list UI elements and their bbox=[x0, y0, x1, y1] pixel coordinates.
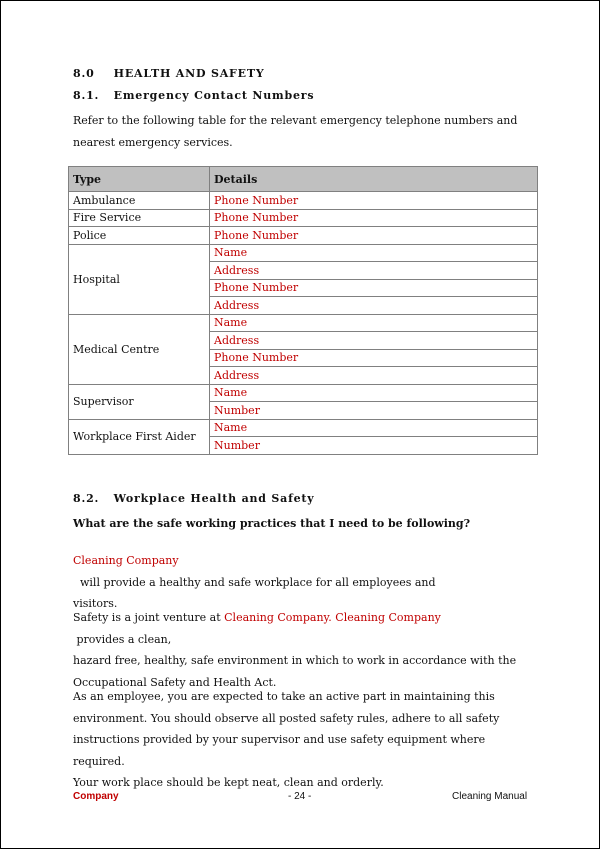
text-span: Occupational Safety and Health Act. bbox=[73, 675, 277, 689]
type-cell: Hospital bbox=[69, 244, 210, 314]
details-cell: Phone Number bbox=[210, 349, 538, 367]
type-cell: Supervisor bbox=[69, 384, 210, 419]
type-cell: Workplace First Aider bbox=[69, 419, 210, 454]
subsection-number: 8.2. bbox=[73, 492, 100, 505]
table-row bbox=[69, 192, 538, 210]
details-cell: Address bbox=[210, 332, 538, 350]
details-cell: Name bbox=[210, 244, 538, 262]
type-cell: Fire Service bbox=[69, 209, 210, 227]
intro-paragraph: Refer to the following table for the relevant emergency telephone numbers and nearest emergency services. bbox=[73, 114, 518, 149]
footer-manual-title: Cleaning Manual bbox=[452, 791, 528, 802]
subsection-title: Emergency Contact Numbers bbox=[113, 89, 315, 102]
company-name: Cleaning Company bbox=[73, 554, 179, 567]
header-type: Type bbox=[69, 167, 210, 192]
details-cell: Address bbox=[210, 262, 538, 280]
text-span: As an employee, you are expected to take an active part in maintaining this bbox=[73, 690, 495, 703]
paragraph-3 bbox=[73, 686, 533, 794]
section-number: 8.0 bbox=[73, 67, 95, 80]
details-cell: Phone Number bbox=[210, 279, 538, 297]
section-title: HEALTH AND SAFETY bbox=[113, 67, 265, 80]
emergency-contacts-table bbox=[68, 166, 538, 455]
details-cell: Address bbox=[210, 367, 538, 385]
details-cell: Name bbox=[210, 384, 538, 402]
subsection-title: Workplace Health and Safety bbox=[113, 492, 315, 505]
subsection-heading-8-2 bbox=[73, 492, 315, 505]
details-cell: Name bbox=[210, 419, 538, 437]
footer-page-number: - 24 - bbox=[288, 791, 312, 802]
company-name: Cleaning Company bbox=[224, 611, 329, 624]
table-row bbox=[69, 244, 538, 262]
details-cell: Phone Number bbox=[210, 227, 538, 245]
paragraph-2 bbox=[73, 607, 533, 693]
type-cell: Medical Centre bbox=[69, 314, 210, 384]
text-span: environment. You should observe all posted safety rules, adhere to all safety bbox=[73, 711, 500, 725]
text-span: . bbox=[328, 611, 336, 624]
subsection-number: 8.1. bbox=[73, 89, 100, 102]
table-row bbox=[69, 227, 538, 245]
text-span: provides a clean, bbox=[73, 632, 172, 646]
details-cell: Phone Number bbox=[210, 209, 538, 227]
table-row bbox=[69, 314, 538, 332]
table-row bbox=[69, 384, 538, 402]
details-cell: Name bbox=[210, 314, 538, 332]
paragraph-1 bbox=[73, 550, 533, 615]
table-header-row bbox=[69, 167, 538, 192]
company-name: Cleaning Company bbox=[335, 611, 441, 624]
text-span: will provide a healthy and safe workplace for all employees and bbox=[73, 575, 436, 589]
table-row bbox=[69, 209, 538, 227]
table-row bbox=[69, 419, 538, 437]
text-span: hazard free, healthy, safe environment in which to work in accordance with the bbox=[73, 654, 517, 667]
text-span: Your work place should be kept neat, clean and orderly. bbox=[73, 776, 384, 789]
question-heading: What are the safe working practices that I need to be following? bbox=[73, 517, 471, 530]
text-span: visitors. bbox=[73, 597, 118, 610]
text-span: Safety is a joint venture at bbox=[73, 611, 225, 624]
details-cell: Address bbox=[210, 297, 538, 315]
section-heading bbox=[73, 67, 264, 80]
details-cell: Number bbox=[210, 437, 538, 455]
footer-company: Company bbox=[73, 791, 119, 802]
details-cell: Number bbox=[210, 402, 538, 420]
header-details: Details bbox=[210, 167, 538, 192]
subsection-heading-8-1 bbox=[73, 89, 314, 102]
type-cell: Police bbox=[69, 227, 210, 245]
type-cell: Ambulance bbox=[69, 192, 210, 210]
details-cell: Phone Number bbox=[210, 192, 538, 210]
text-span: instructions provided by your supervisor and use safety equipment where required. bbox=[73, 733, 486, 768]
